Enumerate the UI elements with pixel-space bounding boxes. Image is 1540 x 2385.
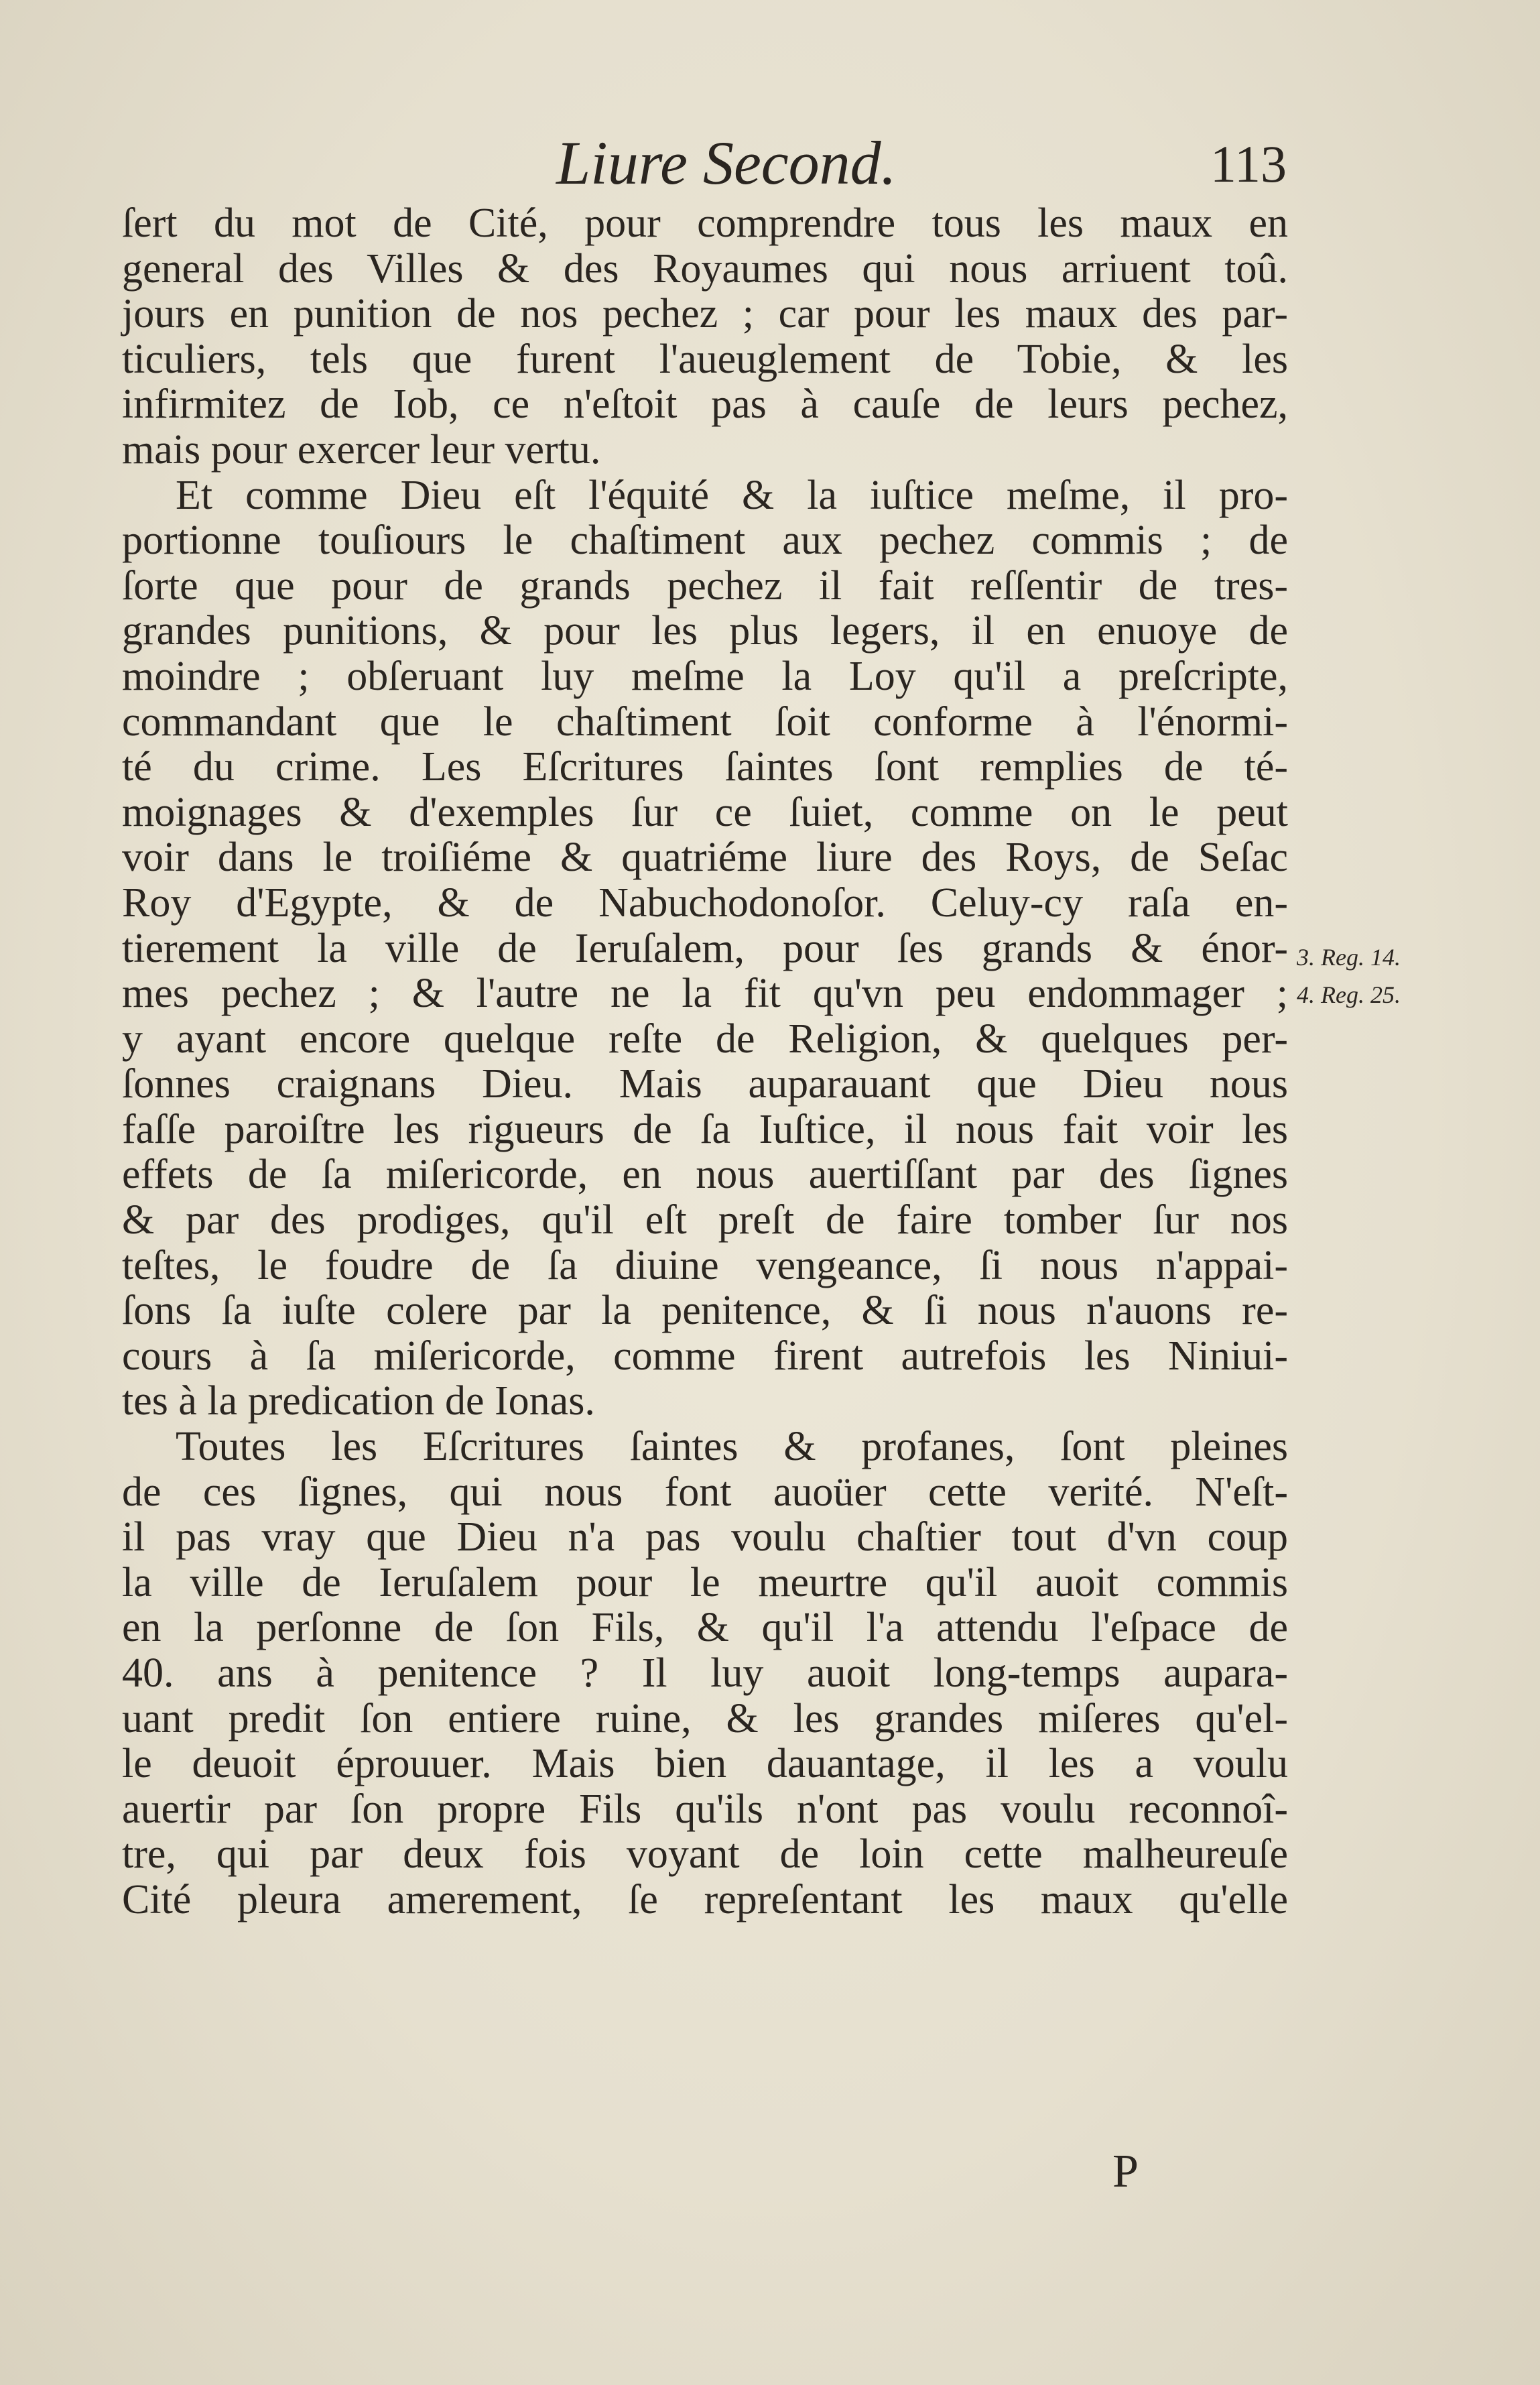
text-line: general des Villes & des Royaumes qui nous arriuent toû. xyxy=(122,245,1288,292)
text-line: portionne touſiours le chaſtiment aux pechez commis ; de xyxy=(122,517,1288,564)
text-line: teſtes, le foudre de ſa diuine vengeance, ſi nous n'appai- xyxy=(122,1242,1288,1288)
text-line: tre, qui par deux fois voyant de loin cette malheureuſe xyxy=(122,1831,1288,1878)
text-line: té du crime. Les Eſcritures ſaintes ſont remplies de té- xyxy=(122,744,1288,790)
text-line: ticuliers, tels que furent l'aueuglement de Tobie, & les xyxy=(122,336,1288,382)
text-line: & par des prodiges, qu'il eſt preſt de faire tomber ſur nos xyxy=(122,1197,1288,1243)
text-line: voir dans le troiſiéme & quatriéme liure des Roys, de Seſac xyxy=(122,835,1288,881)
page-header xyxy=(127,127,1307,208)
text-line: Et comme Dieu eſt l'équité & la iuſtice meſme, il pro- xyxy=(176,472,1288,518)
text-line: tes à la predication de Ionas. xyxy=(122,1378,595,1424)
text-line: auertir par ſon propre Fils qu'ils n'ont pas voulu reconnoî- xyxy=(122,1786,1288,1832)
text-line: ſorte que pour de grands pechez il fait reſſentir de tres- xyxy=(122,562,1288,609)
margin-note: 4. Reg. 25. xyxy=(1297,981,1401,1008)
page-number: 113 xyxy=(1210,135,1287,193)
text-line: de ces ſignes, qui nous font auoüer cette verité. N'eſt- xyxy=(122,1469,1288,1515)
text-line: la ville de Ieruſalem pour le meurtre qu'il auoit commis xyxy=(122,1559,1288,1605)
text-line: Cité pleura amerement, ſe repreſentant les maux qu'elle xyxy=(122,1876,1288,1922)
text-line: grandes punitions, & pour les plus legers, il en enuoye de xyxy=(122,608,1288,654)
text-line: le deuoit éprouuer. Mais bien dauantage, il les a voulu xyxy=(122,1741,1288,1787)
text-line: mes pechez ; & l'autre ne la fit qu'vn peu endommager ; xyxy=(122,971,1288,1017)
text-line: ſons ſa iuſte colere par la penitence, & ſi nous n'auons re- xyxy=(122,1288,1288,1334)
text-line: il pas vray que Dieu n'a pas voulu chaſtier tout d'vn coup xyxy=(122,1514,1288,1561)
text-line: y ayant encore quelque reſte de Religion, & quelques per- xyxy=(122,1016,1288,1062)
text-line: moignages & d'exemples ſur ce ſuiet, comme on le peut xyxy=(122,789,1288,835)
running-head: Liure Second. xyxy=(556,129,897,197)
text-line: ſert du mot de Cité, pour comprendre tous les maux en xyxy=(122,200,1288,246)
text-line: uant predit ſon entiere ruine, & les grandes miſeres qu'el- xyxy=(122,1695,1288,1741)
signature-mark: P xyxy=(1112,2146,1139,2197)
text-line: faſſe paroiſtre les rigueurs de ſa Iuſtice, il nous fait voir les xyxy=(122,1106,1288,1152)
margin-notes xyxy=(1297,938,1498,1014)
text-line: Toutes les Eſcritures ſaintes & profanes, ſont pleines xyxy=(176,1424,1288,1470)
text-line: moindre ; obſeruant luy meſme la Loy qu'il a preſcripte, xyxy=(122,653,1288,699)
text-line: cours à ſa miſericorde, comme firent autrefois les Niniui- xyxy=(122,1333,1288,1379)
text-line: effets de ſa miſericorde, en nous auertiſſant par des ſignes xyxy=(122,1152,1288,1198)
text-line: ſonnes craignans Dieu. Mais auparauant que Dieu nous xyxy=(122,1061,1288,1107)
text-line: 40. ans à penitence ? Il luy auoit long-temps aupara- xyxy=(122,1650,1288,1696)
text-line: jours en punition de nos pechez ; car pour les maux des par- xyxy=(122,291,1288,337)
text-line: en la perſonne de ſon Fils, & qu'il l'a attendu l'eſpace de xyxy=(122,1605,1288,1651)
text-line: commandant que le chaſtiment ſoit conforme à l'énormi- xyxy=(122,698,1288,745)
text-line: infirmitez de Iob, ce n'eſtoit pas à cauſe de leurs pechez, xyxy=(122,381,1288,428)
text-line: tierement la ville de Ieruſalem, pour ſes grands & énor- xyxy=(122,925,1288,971)
text-line: mais pour exercer leur vertu. xyxy=(122,426,601,473)
body-text xyxy=(122,201,1288,1923)
margin-note: 3. Reg. 14. xyxy=(1297,944,1401,971)
text-line: Roy d'Egypte, & de Nabuchodonoſor. Celuy-cy raſa en- xyxy=(122,879,1288,926)
